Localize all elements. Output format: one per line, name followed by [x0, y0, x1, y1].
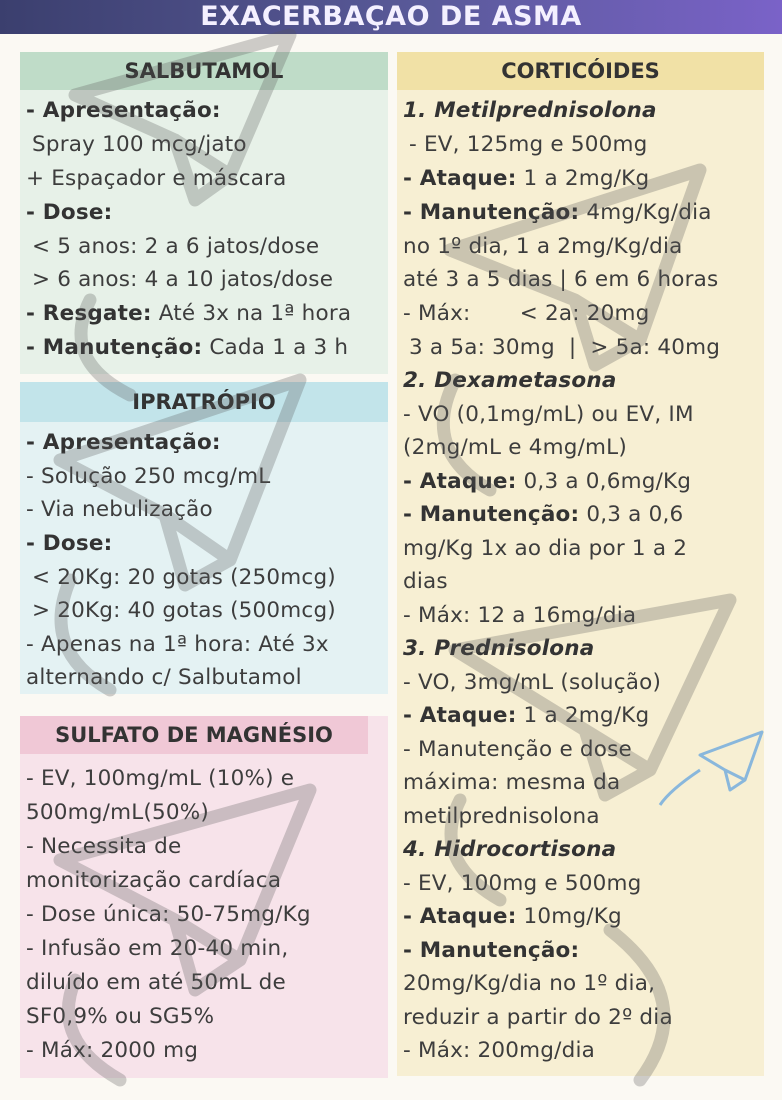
salbutamol-title: SALBUTAMOL [20, 52, 388, 90]
dexa-manutencao-label: - Manutenção: [403, 502, 580, 527]
ipratropio-dose-2: > 20Kg: 40 gotas (500mcg) [32, 598, 336, 623]
pred-line-1: - VO, 3mg/mL (solução) [403, 670, 662, 695]
pred-line-3: máxima: mesma da [403, 770, 621, 795]
salbutamol-apresentacao-label: - Apresentação: [26, 98, 221, 123]
salbutamol-dose-1: < 5 anos: 2 a 6 jatos/dose [32, 234, 320, 259]
metil-ataque-value: 1 a 2mg/Kg [516, 166, 650, 191]
dexa-line-3: mg/Kg 1x ao dia por 1 a 2 [403, 536, 688, 561]
hidro-line-1: - EV, 100mg e 500mg [403, 871, 642, 896]
ipratropio-line-4: alternando c/ Salbutamol [26, 665, 302, 690]
hidro-line-3: reduzir a partir do 2º dia [403, 1005, 673, 1030]
dexa-line-2: (2mg/mL e 4mg/mL) [403, 435, 627, 460]
metil-manutencao-label: - Manutenção: [403, 200, 580, 225]
pred-ataque-label: - Ataque: [403, 703, 517, 728]
metil-manutencao [403, 200, 712, 225]
salbutamol-dose-label: - Dose: [26, 200, 113, 225]
hidro-ataque [403, 904, 622, 929]
page-title: EXACERBAÇAO DE ASMA [200, 1, 582, 32]
pred-line-4: metilprednisolona [403, 804, 600, 829]
dexa-line-4: dias [403, 569, 448, 594]
metil-line-1: - EV, 125mg e 500mg [409, 132, 648, 157]
metil-max-2: 3 a 5a: 30mg | > 5a: 40mg [409, 335, 721, 360]
magnesio-line: - Necessita de [26, 834, 182, 859]
pred-heading: 3. Prednisolona [403, 636, 595, 661]
metil-manutencao-value: 4mg/Kg/dia [579, 200, 712, 225]
salbutamol-manutencao-value: Cada 1 a 3 h [202, 335, 349, 360]
page-header [0, 0, 782, 34]
ipratropio-dose-1: < 20Kg: 20 gotas (250mcg) [32, 565, 336, 590]
metil-ataque-label: - Ataque: [403, 166, 517, 191]
corticoides-panel [397, 52, 764, 1076]
ipratropio-title: IPRATRÓPIO [20, 382, 388, 422]
corticoides-title: CORTICÓIDES [397, 52, 764, 90]
salbutamol-resgate [26, 301, 351, 326]
magnesio-line: diluído em até 50mL de [26, 970, 286, 995]
salbutamol-resgate-value: Até 3x na 1ª hora [151, 301, 352, 326]
metil-max-1: - Máx: < 2a: 20mg [403, 301, 650, 326]
hidro-ataque-value: 10mg/Kg [516, 904, 622, 929]
metil-line-2: no 1º dia, 1 a 2mg/Kg/dia [403, 234, 683, 259]
dexa-line-5: - Máx: 12 a 16mg/dia [403, 603, 637, 628]
dexa-manutencao [403, 502, 683, 527]
metil-heading: 1. Metilprednisolona [403, 98, 657, 123]
salbutamol-panel [20, 52, 388, 374]
magnesio-title: SULFATO DE MAGNÉSIO [20, 716, 368, 754]
dexa-manutencao-value: 0,3 a 0,6 [579, 502, 684, 527]
salbutamol-dose-2: > 6 anos: 4 a 10 jatos/dose [32, 267, 334, 292]
dexa-ataque-value: 0,3 a 0,6mg/Kg [516, 469, 692, 494]
magnesio-line: 500mg/mL(50%) [26, 800, 209, 825]
salbutamol-apresentacao-1: Spray 100 mcg/jato [32, 132, 247, 157]
magnesio-panel [20, 716, 388, 1078]
hidro-line-4: - Máx: 200mg/dia [403, 1038, 595, 1063]
pred-ataque-value: 1 a 2mg/Kg [516, 703, 650, 728]
magnesio-line: - Máx: 2000 mg [26, 1038, 199, 1063]
hidro-ataque-label: - Ataque: [403, 904, 517, 929]
metil-line-3: até 3 a 5 dias | 6 em 6 horas [403, 267, 719, 292]
pred-line-2: - Manutenção e dose [403, 737, 632, 762]
magnesio-line: SF0,9% ou SG5% [26, 1004, 215, 1029]
salbutamol-apresentacao-2: + Espaçador e máscara [26, 166, 287, 191]
salbutamol-manutencao-label: - Manutenção: [26, 335, 203, 360]
magnesio-line: - EV, 100mg/mL (10%) e [26, 766, 295, 791]
hidro-manutencao-label: - Manutenção: [403, 938, 580, 963]
dexa-ataque-label: - Ataque: [403, 469, 517, 494]
salbutamol-resgate-label: - Resgate: [26, 301, 152, 326]
metil-ataque [403, 166, 649, 191]
pred-ataque [403, 703, 649, 728]
magnesio-line: - Infusão em 20-40 min, [26, 936, 289, 961]
ipratropio-dose-label: - Dose: [26, 531, 113, 556]
dexa-heading: 2. Dexametasona [403, 368, 617, 393]
dexa-line-1: - VO (0,1mg/mL) ou EV, IM [403, 402, 694, 427]
salbutamol-manutencao [26, 335, 348, 360]
hidro-line-2: 20mg/Kg/dia no 1º dia, [403, 971, 656, 996]
ipratropio-panel [20, 382, 388, 694]
magnesio-line: monitorização cardíaca [26, 868, 282, 893]
hidro-heading: 4. Hidrocortisona [403, 837, 617, 862]
ipratropio-line-3: - Apenas na 1ª hora: Até 3x [26, 632, 329, 657]
magnesio-line: - Dose única: 50-75mg/Kg [26, 902, 311, 927]
ipratropio-line-2: - Via nebulização [26, 497, 213, 522]
dexa-ataque [403, 469, 691, 494]
ipratropio-line-1: - Solução 250 mcg/mL [26, 464, 271, 489]
ipratropio-apresentacao-label: - Apresentação: [26, 430, 221, 455]
